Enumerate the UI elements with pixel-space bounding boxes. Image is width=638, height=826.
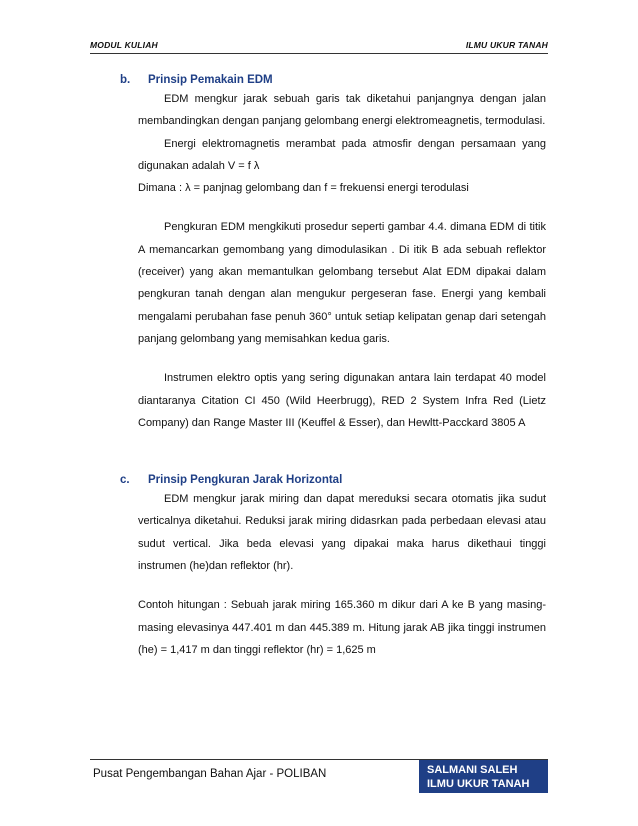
spacer <box>138 577 546 594</box>
footer-author-badge <box>419 760 548 793</box>
section-b-paragraph-1: EDM mengkur jarak sebuah garis tak diketahui panjangnya dengan jalan membandingkan dengan panjang gelombang energi elektromeagnetis, termodulasi. <box>138 93 546 128</box>
page-header <box>90 40 548 50</box>
page-content <box>120 72 546 661</box>
spacer <box>138 199 546 216</box>
header-module-label: MODUL KULIAH <box>90 40 158 50</box>
section-c-paragraph-2: Contoh hitungan : Sebuah jarak miring 165.360 m dikur dari A ke B yang masing-masing elevasinya 447.401 m dan 445.389 m. Hitung jarak AB jika tinggi instrumen (he) = 1,417 m dan tinggi reflektor (hr) = 1,625 m <box>138 599 546 656</box>
footer-course-name: ILMU UKUR TANAH <box>427 777 530 790</box>
spacer <box>120 434 546 472</box>
section-c-title: Prinsip Pengkuran Jarak Horizontal <box>148 474 343 487</box>
section-c-label: c. <box>120 474 130 487</box>
section-c-heading <box>120 472 546 488</box>
footer-publisher: Pusat Pengembangan Bahan Ajar - POLIBAN <box>93 768 327 780</box>
section-b-paragraph-3: Dimana : λ = panjnag gelombang dan f = frekuensi energi terodulasi <box>138 182 469 195</box>
section-b-heading <box>120 72 546 88</box>
section-b-paragraph-5: Instrumen elektro optis yang sering digunakan antara lain terdapat 40 model diantaranya Citation CI 450 (Wild Heerbrugg), RED 2 System Infra Red (Lietz Company) dan Range Master III (Keuffel & Esser), dan Hewltt-Pacckard 3805 A <box>138 372 546 429</box>
section-b-body <box>120 88 546 434</box>
header-divider <box>90 53 548 54</box>
footer-author-name: SALMANI SALEH <box>427 764 518 776</box>
spacer <box>138 350 546 367</box>
section-c-paragraph-1: EDM mengkur jarak miring dan dapat mereduksi secara otomatis jika sudut verticalnya diketahui. Reduksi jarak miring didasrkan pada perbedaan elevasi atau sudut vertical. Jika beda elevasi yang dipakai maka harus dikethaui tinggi instrumen (he)dan reflektor (hr). <box>138 493 546 573</box>
section-b-paragraph-4: Pengkuran EDM mengkikuti prosedur seperti gambar 4.4. dimana EDM di titik A memancarkan gemombang yang dimodulasikan . Di itik B ada sebuah reflektor (receiver) yang akan memantulkan gelombang tersebut Alat EDM dipakai dalam pengkuran tanah dengan alan mengukur pergeseran fase. Energi yang kembali mengalami perubahan fase penuh 360° untuk setiap kelipatan genap dari setengah panjang gelombang yang memisahkan kedua garis. <box>138 221 546 345</box>
section-b-paragraph-2: Energi elektromagnetis merambat pada atmosfir dengan persamaan yang digunakan adalah V = f λ <box>138 137 546 172</box>
header-course-label: ILMU UKUR TANAH <box>465 40 548 50</box>
section-b-title: Prinsip Pemakain EDM <box>148 74 273 86</box>
section-b-label: b. <box>120 74 131 86</box>
section-c-body <box>120 488 546 661</box>
